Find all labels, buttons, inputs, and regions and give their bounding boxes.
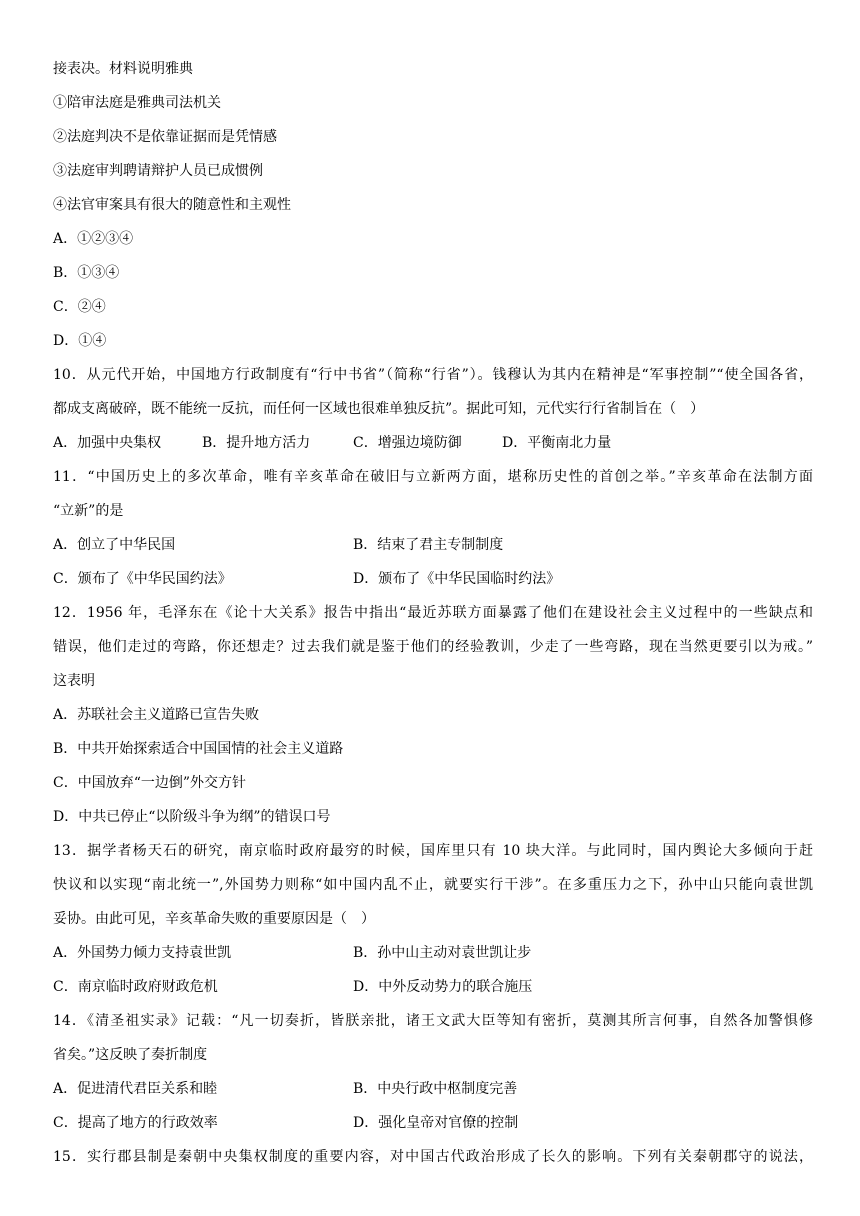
q14-stem-line1: 14．《清圣祖实录》记载：“凡一切奏折，皆朕亲批，诸王文武大臣等知有密折，莫测其所言何事，自然各加警惧修 [53, 1013, 813, 1029]
q9-item-1: ①陪审法庭是雅典司法机关 [53, 95, 221, 111]
q12-stem-line1: 12．1956 年，毛泽东在《论十大关系》报告中指出“最近苏联方面暴露了他们在建设社会主义过程中的一些缺点和 [53, 605, 813, 621]
q14-option-c[interactable]: C．提高了地方的行政效率 [53, 1115, 218, 1131]
q9-option-b[interactable]: B．①③④ [53, 265, 120, 281]
q9-option-d[interactable]: D．①④ [53, 333, 107, 349]
q13-stem-line2: 快议和以实现“南北统一”,外国势力则称“如中国内乱不止，就要实行干涉”。在多重压力之下，孙中山只能向袁世凯 [53, 877, 813, 893]
q14-stem-line2: 省矣。”这反映了奏折制度 [53, 1047, 208, 1063]
q13-option-b[interactable]: B．孙中山主动对袁世凯让步 [353, 945, 532, 961]
q10-option-c[interactable]: C．增强边境防御 [353, 435, 462, 451]
q15-stem-line1: 15．实行郡县制是秦朝中央集权制度的重要内容，对中国古代政治形成了长久的影响。下列有关秦朝郡守的说法， [53, 1149, 813, 1165]
q10-option-d[interactable]: D．平衡南北力量 [502, 435, 612, 451]
q13-stem-line3: 妥协。由此可见，辛亥革命失败的重要原因是（ ） [53, 911, 375, 927]
q11-option-a[interactable]: A．创立了中华民国 [53, 537, 176, 553]
q10-option-b[interactable]: B．提升地方活力 [202, 435, 311, 451]
q12-stem-line2: 错误，他们走过的弯路，你还想走？过去我们就是鉴于他们的经验教训，少走了一些弯路，现在当然更要引以为戒。” [53, 639, 813, 655]
q14-option-a[interactable]: A．促进清代君臣关系和睦 [53, 1081, 218, 1097]
q11-option-b[interactable]: B．结束了君主专制制度 [353, 537, 504, 553]
q12-option-c[interactable]: C．中国放弃“一边倒”外交方针 [53, 775, 247, 791]
q11-option-d[interactable]: D．颁布了《中华民国临时约法》 [353, 571, 561, 587]
q9-item-3: ③法庭审判聘请辩护人员已成惯例 [53, 163, 263, 179]
q12-option-d[interactable]: D．中共已停止“以阶级斗争为纲”的错误口号 [53, 809, 331, 825]
q11-stem-line2: “立新”的是 [53, 503, 124, 519]
q9-stem-tail: 接表决。材料说明雅典 [53, 61, 193, 77]
q13-option-c[interactable]: C．南京临时政府财政危机 [53, 979, 218, 995]
q9-item-4: ④法官审案具有很大的随意性和主观性 [53, 197, 291, 213]
q11-stem-line1: 11．“中国历史上的多次革命，唯有辛亥革命在破旧与立新两方面，堪称历史性的首创之举。”辛亥革命在法制方面 [53, 469, 813, 485]
q12-stem-line3: 这表明 [53, 673, 95, 689]
q10-stem-line2: 都成支离破碎，既不能统一反抗，而任何一区域也很难单独反抗”。据此可知，元代实行行省制旨在（ ） [53, 401, 705, 417]
q13-option-d[interactable]: D．中外反动势力的联合施压 [353, 979, 533, 995]
q10-stem-line1: 10．从元代开始，中国地方行政制度有“行中书省”（简称“行省”）。钱穆认为其内在精神是“军事控制”“使全国各省， [53, 367, 813, 383]
q9-option-c[interactable]: C．②④ [53, 299, 106, 315]
q13-option-a[interactable]: A．外国势力倾力支持袁世凯 [53, 945, 232, 961]
q10-option-a[interactable]: A．加强中央集权 [53, 435, 162, 451]
q14-option-d[interactable]: D．强化皇帝对官僚的控制 [353, 1115, 519, 1131]
q13-stem-line1: 13．据学者杨天石的研究，南京临时政府最穷的时候，国库里只有 10 块大洋。与此同时，国内舆论大多倾向于赶 [53, 843, 813, 859]
q9-option-a[interactable]: A．①②③④ [53, 231, 134, 247]
q11-option-c[interactable]: C．颁布了《中华民国约法》 [53, 571, 232, 587]
q12-option-b[interactable]: B．中共开始探索适合中国国情的社会主义道路 [53, 741, 344, 757]
q14-option-b[interactable]: B．中央行政中枢制度完善 [353, 1081, 518, 1097]
q9-item-2: ②法庭判决不是依靠证据而是凭情感 [53, 129, 277, 145]
q12-option-a[interactable]: A．苏联社会主义道路已宣告失败 [53, 707, 260, 723]
